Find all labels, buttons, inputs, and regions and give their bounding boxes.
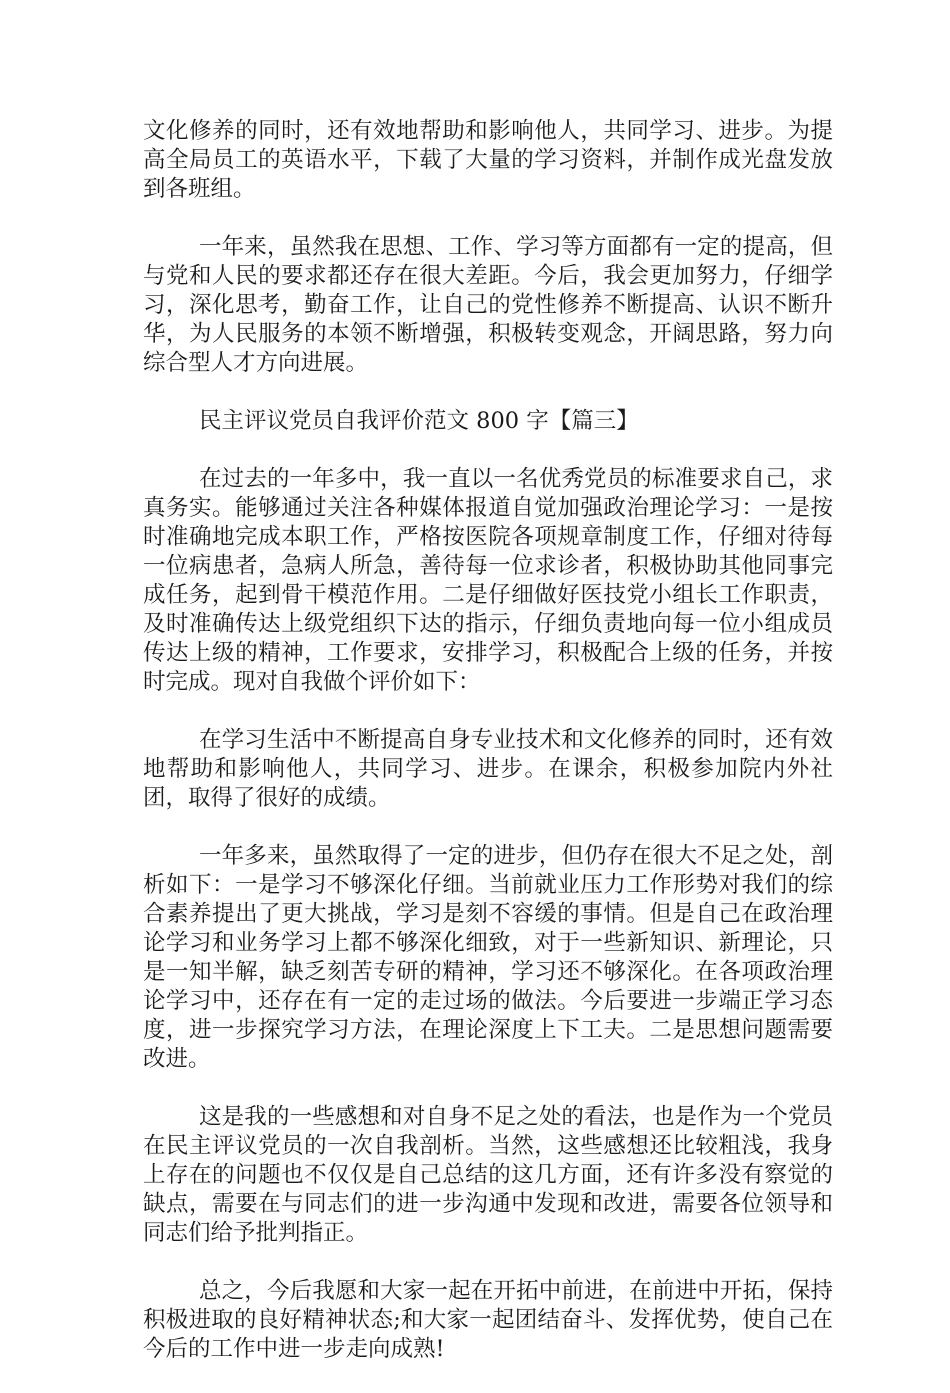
paragraph-reflection: 一年来，虽然我在思想、工作、学习等方面都有一定的提高，但与党和人民的要求都还存在很大差距。今后，我会更加努力，仔细学习，深化思考，勤奋工作，让自己的党性修养不断提高、认识不断升华，为人民服务的本领不断增强，积极转变观念，开阔思路，努力向综合型人才方向进展。 [143,234,833,376]
paragraph-shortcomings: 一年多来，虽然取得了一定的进步，但仍存在很大不足之处，剖析如下：一是学习不够深化仔细。当前就业压力工作形势对我们的综合素养提出了更大挑战，学习是刻不容缓的事情。但是自己在政治理论学习和业务学习上都不够深化细致，对于一些新知识、新理论，只是一知半解，缺乏刻苦专研的精神，学习还不够深化。在各项政治理论学习中，还存在有一定的走过场的做法。今后要进一步端正学习态度，进一步探究学习方法，在理论深度上下工夫。二是思想问题需要改进。 [143,843,833,1072]
paragraph-self-analysis: 这是我的一些感想和对自身不足之处的看法，也是作为一个党员在民主评议党员的一次自我剖析。当然，这些感想还比较粗浅，我身上存在的问题也不仅仅是自己总结的这几方面，还有许多没有察觉的缺点，需要在与同志们的进一步沟通中发现和改进，需要各位领导和同志们给予批判指正。 [143,1104,833,1246]
paragraph-conclusion: 总之，今后我愿和大家一起在开拓中前进，在前进中开拓，保持积极进取的良好精神状态;和大家一起团结奋斗、发挥优势，使自己在今后的工作中进一步走向成熟! [143,1278,833,1362]
paragraph-study-life: 在学习生活中不断提高自身专业技术和文化修养的同时，还有效地帮助和影响他人，共同学习、进步。在课余，积极参加院内外社团，取得了很好的成绩。 [143,727,833,811]
paragraph-continuation: 文化修养的同时，还有效地帮助和影响他人，共同学习、进步。为提高全局员工的英语水平，下载了大量的学习资料，并制作成光盘发放到各班组。 [143,118,833,202]
paragraph-work-summary: 在过去的一年多中，我一直以一名优秀党员的标准要求自己，求真务实。能够通过关注各种媒体报道自觉加强政治理论学习：一是按时准确地完成本职工作，严格按医院各项规章制度工作，仔细对待每一位病患者，急病人所急，善待每一位求诊者，积极协助其他同事完成任务，起到骨干模范作用。二是仔细做好医技党小组长工作职责，及时准确传达上级党组织下达的指示，仔细负责地向每一位小组成员传达上级的精神，工作要求，安排学习，积极配合上级的任务，并按时完成。现对自我做个评价如下： [143,466,833,695]
document-body [143,117,833,1393]
section-heading: 民主评议党员自我评价范文 800 字【篇三】 [199,408,639,434]
